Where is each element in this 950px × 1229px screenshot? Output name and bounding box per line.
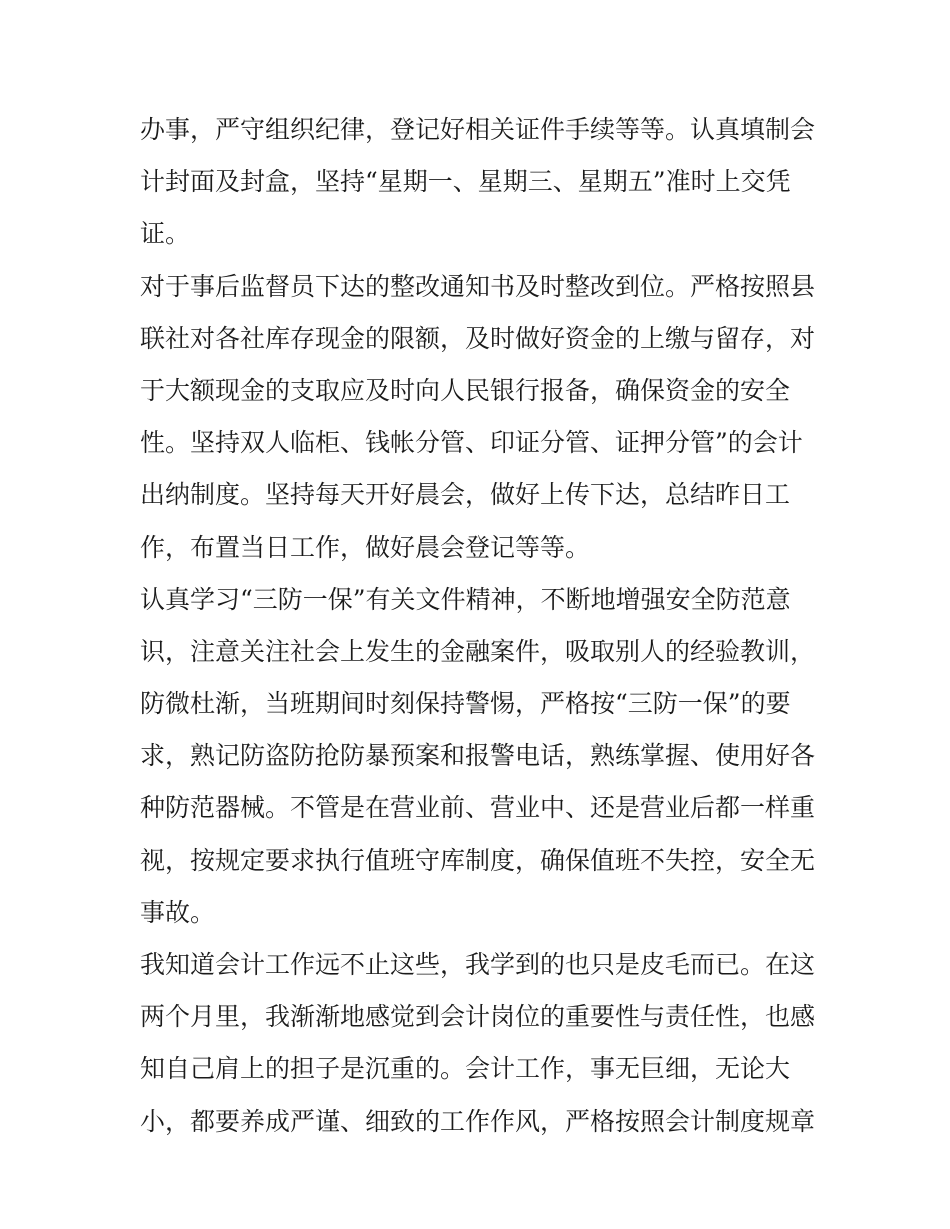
- text-line: 证。: [140, 219, 191, 249]
- text-line: 两个月里，我渐渐地感觉到会计岗位的重要性与责任性，也感: [140, 1002, 816, 1032]
- text-line: 防微杜渐，当班期间时刻保持警惕，严格按“三防一保”的要: [140, 689, 791, 719]
- text-line: 知自己肩上的担子是沉重的。会计工作，事无巨细，无论大: [140, 1054, 791, 1084]
- text-line: 计封面及封盒，坚持“星期一、星期三、星期五”准时上交凭: [140, 167, 791, 197]
- text-line: 出纳制度。坚持每天开好晨会，做好上传下达，总结昨日工: [140, 480, 791, 510]
- text-line: 对于事后监督员下达的整改通知书及时整改到位。严格按照县: [140, 271, 816, 301]
- text-line: 办事，严守组织纪律，登记好相关证件手续等等。认真填制会: [140, 115, 816, 144]
- text-line: 我知道会计工作远不止这些，我学到的也只是皮毛而已。在这: [140, 950, 816, 979]
- text-line: 性。坚持双人临柜、钱帐分管、印证分管、证押分管”的会计: [140, 428, 803, 458]
- text-line: 识，注意关注社会上发生的金融案件，吸取别人的经验教训，: [140, 636, 816, 666]
- text-line: 认真学习“三防一保”有关文件精神，不断地增强安全防范意: [140, 584, 791, 614]
- text-line: 作，布置当日工作，做好晨会登记等等。: [140, 532, 591, 562]
- text-line: 联社对各社库存现金的限额，及时做好资金的上缴与留存，对: [140, 323, 816, 353]
- text-line: 于大额现金的支取应及时向人民银行报备，确保资金的安全: [140, 375, 791, 405]
- body-text: [140, 104, 820, 1148]
- text-line: 求，熟记防盗防抢防暴预案和报警电话，熟练掌握、使用好各: [140, 741, 816, 771]
- text-line: 事故。: [140, 897, 216, 927]
- text-line: 小，都要养成严谨、细致的工作作风，严格按照会计制度规章: [140, 1106, 816, 1136]
- text-line: 种防范器械。不管是在营业前、营业中、还是营业后都一样重: [140, 793, 816, 823]
- text-line: 视，按规定要求执行值班守库制度，确保值班不失控，安全无: [140, 845, 816, 875]
